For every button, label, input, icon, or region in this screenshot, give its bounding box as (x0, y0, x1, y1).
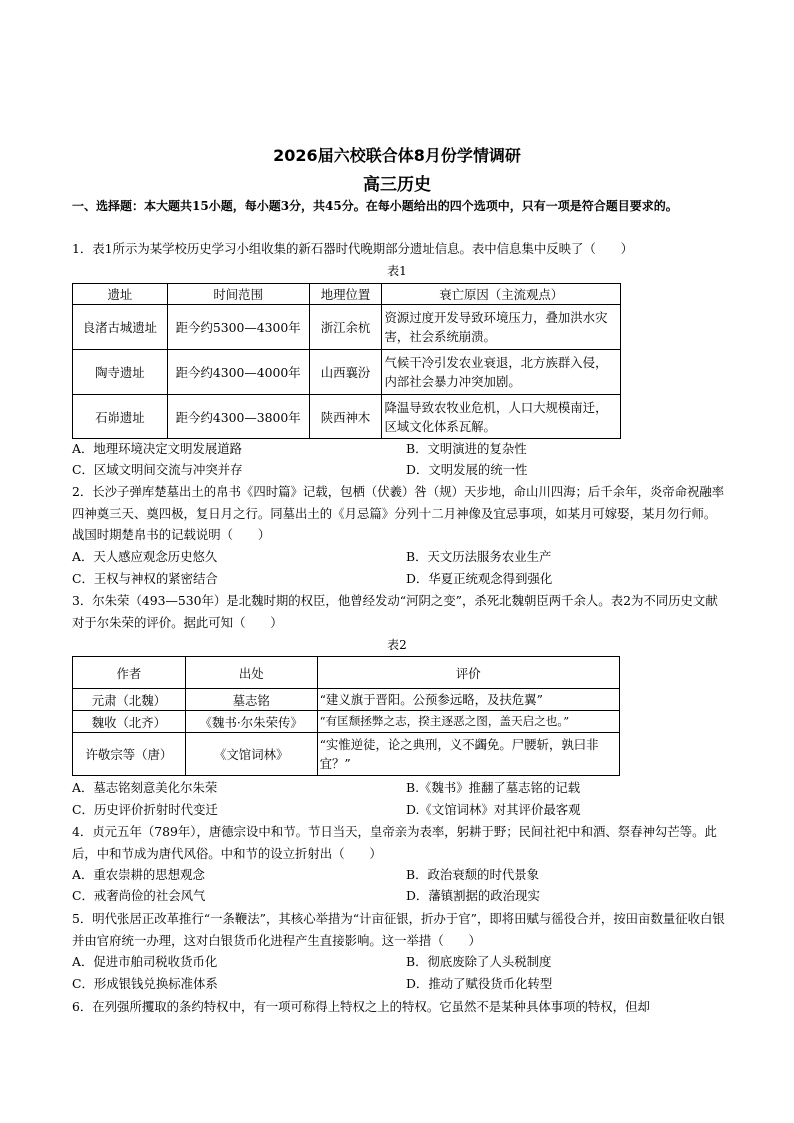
table-cell: “有匡颓拯弊之志，揆主逐恶之图，盖天启之也。” (317, 711, 619, 733)
table-1 (72, 283, 621, 439)
table-1-header-cell: 衰亡原因（主流观点） (382, 284, 621, 305)
exam-subject: 高三历史 (363, 175, 431, 195)
table-1-header-cell: 遗址 (73, 284, 168, 305)
table-cell: 良渚古城遗址 (73, 305, 168, 350)
question-1-stem: 1．表1所示为某学校历史学习小组收集的新石器时代晚期部分遗址信息。表中信息集中反映了（ ） (72, 241, 633, 256)
table-row (73, 305, 621, 350)
question-5-option-a[interactable]: A．促进市舶司税收货币化 (72, 954, 218, 969)
question-4-option-b[interactable]: B．政治衰颓的时代景象 (406, 867, 540, 882)
question-4-option-c[interactable]: C．戒奢尚俭的社会风气 (72, 888, 206, 903)
table-row (73, 711, 620, 733)
question-4-option-a[interactable]: A．重农崇耕的思想观念 (72, 867, 205, 882)
question-2-option-d[interactable]: D．华夏正统观念得到强化 (406, 571, 553, 586)
table-cell: 降温导致农牧业危机，人口大规模南迁，区域文化体系瓦解。 (382, 395, 621, 439)
table-2 (72, 656, 620, 776)
section-heading: 一、选择题：本大题共15小题，每小题3分，共45分。在每小题给出的四个选项中，只有一项是符合题目要求的。 (72, 199, 678, 213)
question-3-option-a[interactable]: A．墓志铭刻意美化尔朱荣 (72, 780, 218, 795)
table-cell: 《魏书·尔朱荣传》 (185, 711, 317, 733)
table-cell: 距今约4300—3800年 (167, 395, 309, 439)
table-row (73, 733, 620, 776)
table-cell: 资源过度开发导致环境压力，叠加洪水灾害，社会系统崩溃。 (382, 305, 621, 350)
table-row (73, 350, 621, 395)
table-cell: 许敬宗等（唐） (73, 733, 186, 776)
table-row (73, 395, 621, 439)
table-cell: “建义旗于晋阳。公预参远略，及扶危翼” (317, 689, 619, 711)
question-2-stem: 2．长沙子弹库楚墓出土的帛书《四时篇》记载，包栖（伏羲）咎（规）天步地，命山川四海；后千余年，炎帝命祝融率四神奠三天、奠四极，复日月之行。同墓出土的《月忌篇》分列十二月神像及宜忌事项，如某月可嫁娶，某月勿行师。战国时期楚帛书的记载说明（ ） (72, 484, 725, 543)
table-cell: 墓志铭 (185, 689, 317, 711)
exam-title: 2026届六校联合体8月份学情调研 (273, 146, 521, 165)
question-6-stem: 6．在列强所攫取的条约特权中，有一项可称得上特权之上的特权。它虽然不是某种具体事项的特权，但却 (72, 999, 650, 1014)
question-1-option-c[interactable]: C．区域文明间交流与冲突并存 (72, 462, 243, 477)
table-row (73, 689, 620, 711)
table-cell: 陕西神木 (309, 395, 382, 439)
table-1-caption: 表1 (387, 264, 407, 278)
question-2-option-a[interactable]: A．天人感应观念历史悠久 (72, 549, 218, 564)
table-cell: 距今约5300—4300年 (167, 305, 309, 350)
table-cell: 魏收（北齐） (73, 711, 186, 733)
question-4-option-d[interactable]: D．藩镇割据的政治现实 (406, 888, 540, 903)
table-cell: 石峁遗址 (73, 395, 168, 439)
table-cell: 距今约4300—4000年 (167, 350, 309, 395)
table-2-header-cell: 出处 (185, 657, 317, 689)
question-2-option-c[interactable]: C．王权与神权的紧密结合 (72, 571, 218, 586)
table-cell: 浙江余杭 (309, 305, 382, 350)
table-cell: 元肃（北魏） (73, 689, 186, 711)
question-4-stem: 4．贞元五年（789年），唐德宗设中和节。节日当天，皇帝亲为表率，躬耕于野；民间社祀中和酒、祭春神勾芒等。此后，中和节成为唐代风俗。中和节的设立折射出（ ） (72, 824, 717, 861)
question-3-stem: 3．尔朱荣（493—530年）是北魏时期的权臣，他曾经发动“河阴之变”，杀死北魏朝臣两千余人。表2为不同历史文献对于尔朱荣的评价。据此可知（ ） (72, 593, 718, 630)
question-1-option-b[interactable]: B．文明演进的复杂性 (406, 441, 527, 456)
question-2-option-b[interactable]: B．天文历法服务农业生产 (406, 549, 552, 564)
question-3-option-d[interactable]: D.《文馆词林》对其评价最客观 (406, 802, 581, 817)
question-5-option-b[interactable]: B．彻底废除了人头税制度 (406, 954, 552, 969)
question-3-option-b[interactable]: B.《魏书》推翻了墓志铭的记载 (406, 780, 581, 795)
question-5-option-d[interactable]: D．推动了赋役货币化转型 (406, 976, 553, 991)
table-2-header-cell: 评价 (317, 657, 619, 689)
table-cell: 山西襄汾 (309, 350, 382, 395)
question-5-stem: 5．明代张居正改革推行“一条鞭法”，其核心举措为“计亩征银，折办于官”，即将田赋与徭役合并，按田亩数量征收白银并由官府统一办理，这对白银货币化进程产生直接影响。这一举措（ ） (72, 911, 725, 948)
question-5-option-c[interactable]: C．形成银钱兑换标准体系 (72, 976, 218, 991)
table-1-header-cell: 地理位置 (309, 284, 382, 305)
question-1-option-a[interactable]: A．地理环境决定文明发展道路 (72, 441, 243, 456)
table-1-header-cell: 时间范围 (167, 284, 309, 305)
table-2-header-cell: 作者 (73, 657, 186, 689)
table-cell: 《文馆词林》 (185, 733, 317, 776)
table-cell: “实惟逆徒，论之典刑，义不蠲免。尸腰斩，孰曰非宜？” (317, 733, 619, 776)
question-3-option-c[interactable]: C．历史评价折射时代变迁 (72, 802, 218, 817)
question-1-option-d[interactable]: D．文明发展的统一性 (406, 462, 528, 477)
table-2-caption: 表2 (387, 638, 407, 652)
table-cell: 陶寺遗址 (73, 350, 168, 395)
table-cell: 气候干冷引发农业衰退，北方族群入侵，内部社会暴力冲突加剧。 (382, 350, 621, 395)
